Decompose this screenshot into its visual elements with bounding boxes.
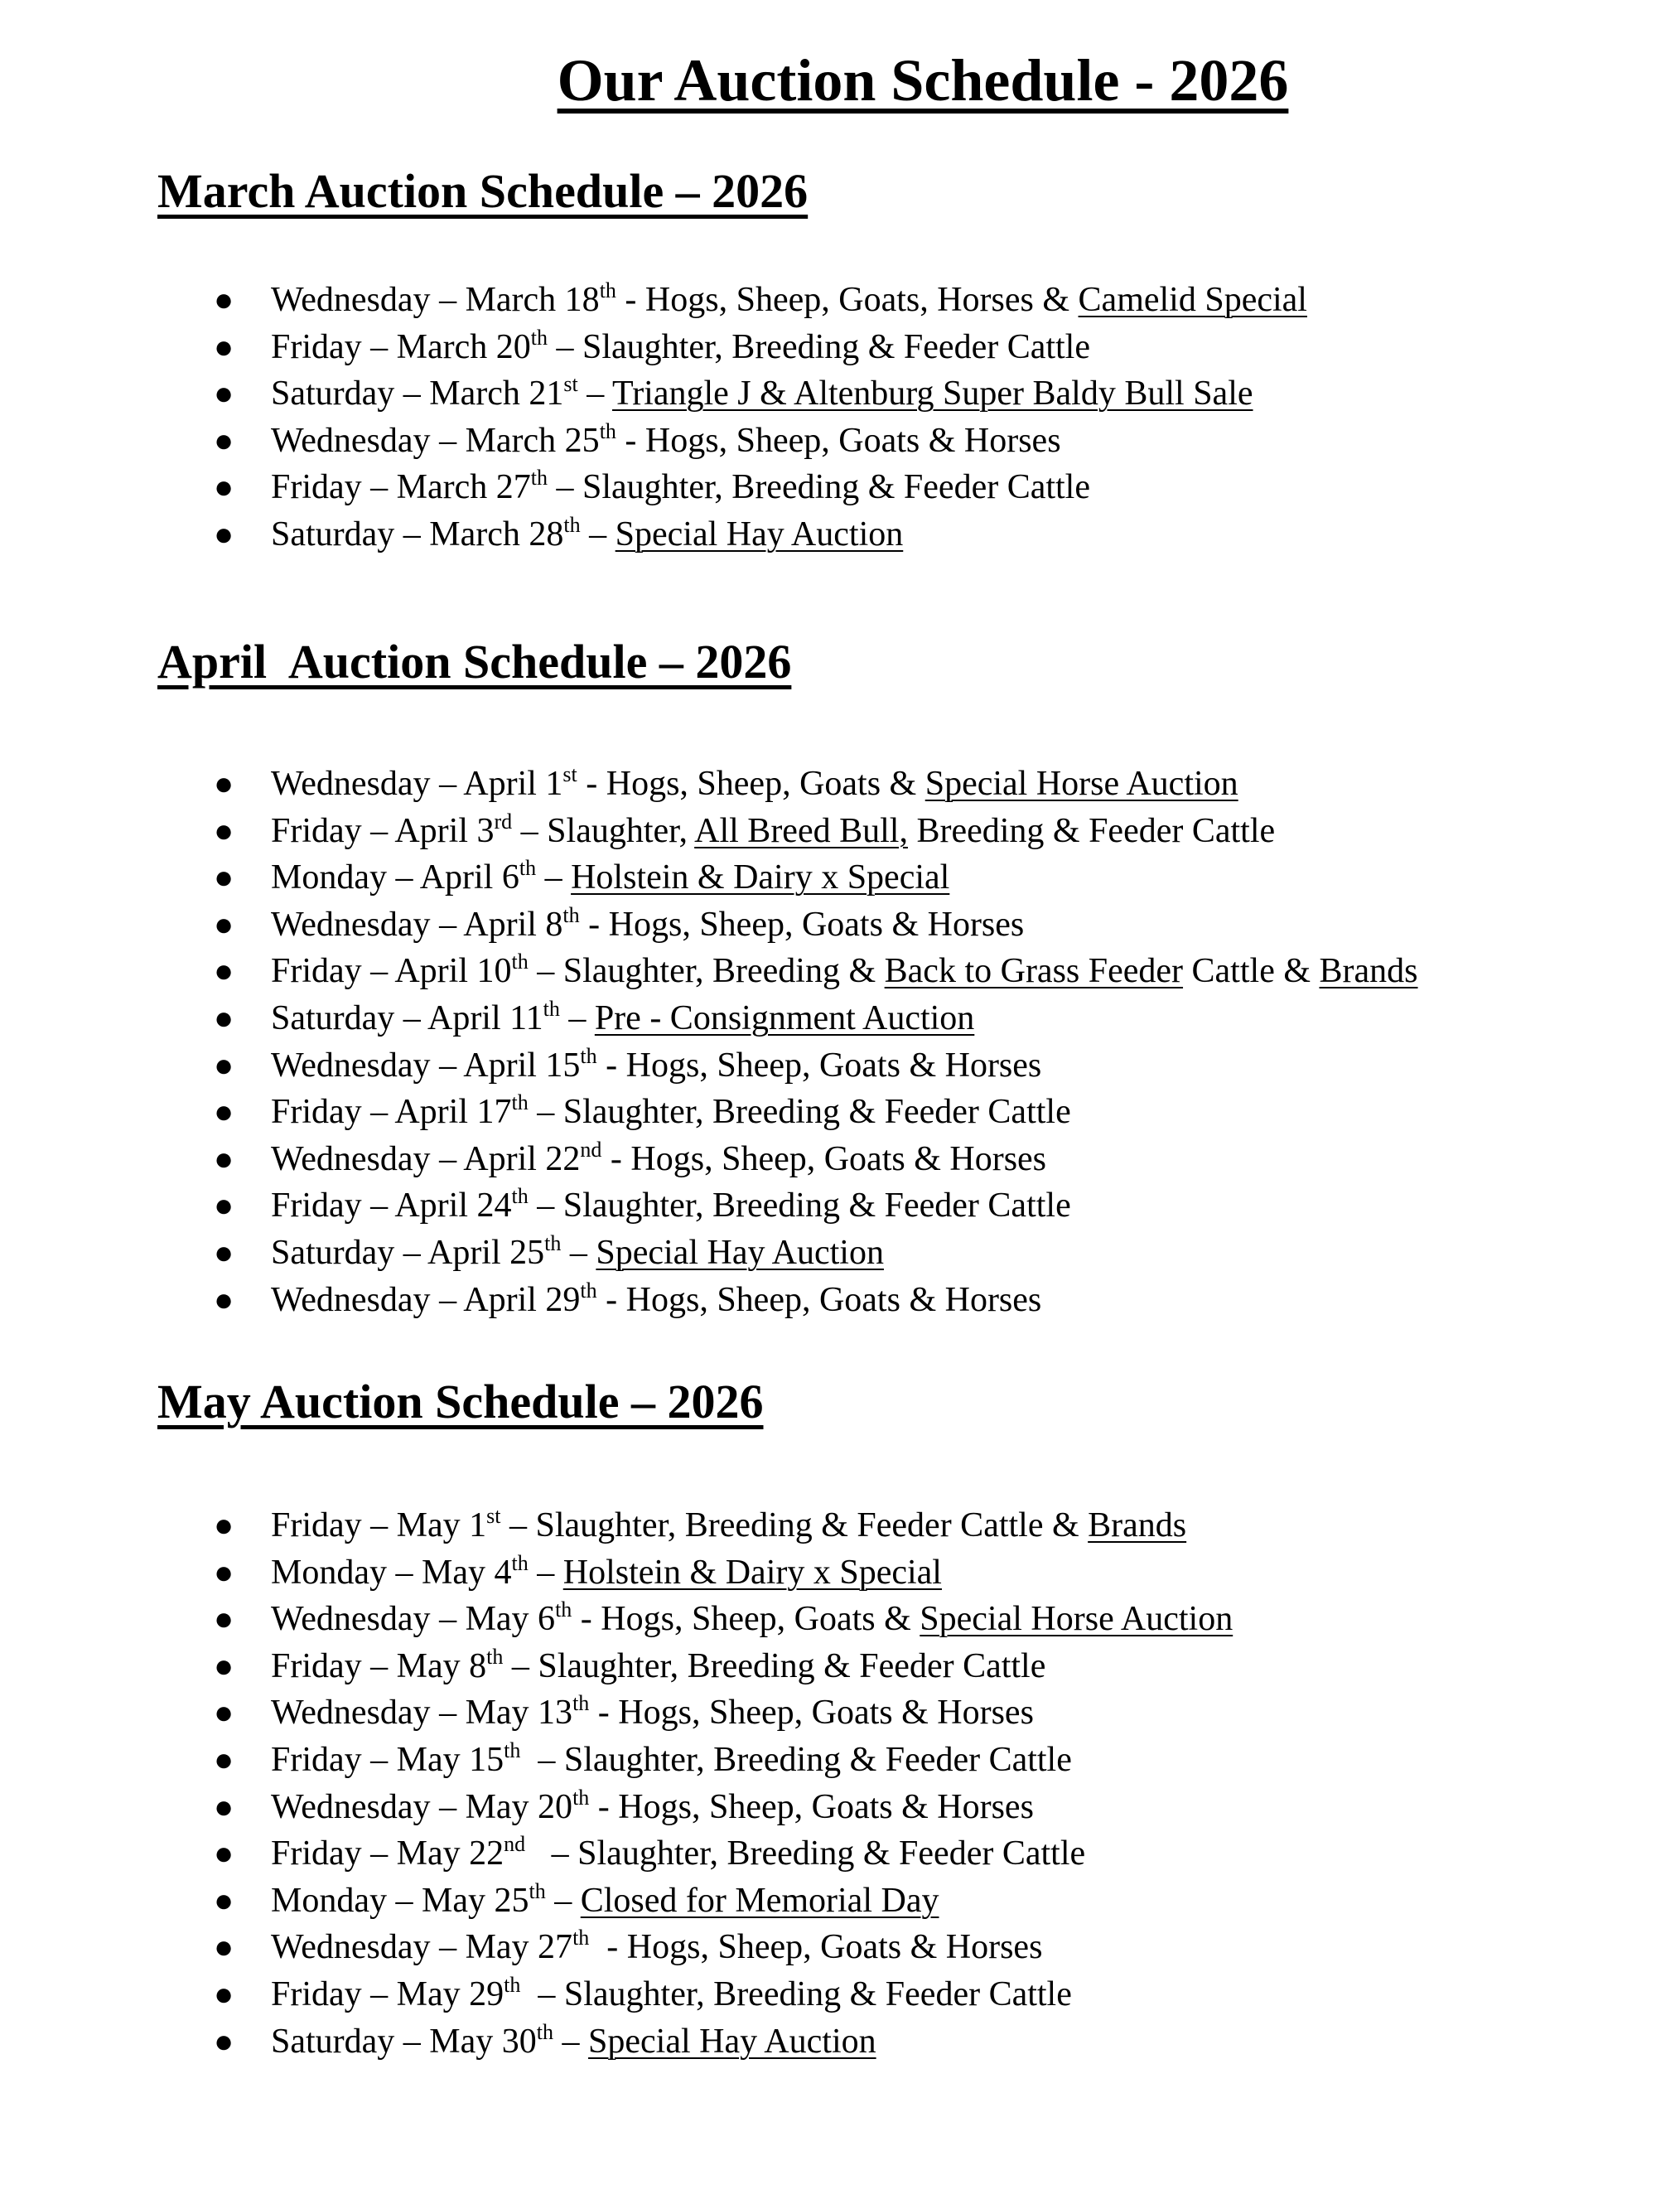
bullet-icon: ● [214, 1787, 234, 1825]
bullet-icon: ● [214, 1928, 234, 1966]
item-description: Hogs, Sheep, Goats & [606, 765, 925, 803]
item-date-suffix: st [486, 1504, 501, 1528]
bullet-icon: ● [214, 765, 234, 802]
item-day: Friday [271, 1506, 362, 1544]
item-day: Wednesday [271, 281, 431, 319]
item-separator: – [430, 421, 466, 460]
item-special-event: Back to Grass Feeder [884, 952, 1184, 991]
schedule-item [0, 1971, 1072, 2018]
item-date: March 18 [465, 281, 600, 319]
schedule-item-text [271, 1089, 1071, 1135]
schedule-item [0, 1830, 1086, 1878]
schedule-item-text [271, 1830, 1085, 1877]
item-date-suffix: th [599, 418, 616, 443]
item-date: April 6 [419, 858, 519, 897]
schedule-item-text [271, 418, 1061, 464]
item-description: Hogs, Sheep, Goats & Horses [630, 1139, 1047, 1178]
item-date: March 25 [465, 421, 600, 460]
item-separator: – [559, 998, 595, 1037]
bullet-icon: ● [214, 998, 234, 1037]
item-separator: - [616, 421, 645, 460]
schedule-item [0, 1182, 1071, 1230]
bullet-icon: ● [214, 327, 234, 365]
item-day: Friday [271, 1740, 362, 1779]
item-separator: – [528, 1093, 563, 1132]
item-day: Wednesday [271, 765, 431, 803]
item-date: May 22 [396, 1834, 504, 1873]
item-description: Slaughter, Breeding & [562, 952, 885, 991]
item-date: March 28 [429, 515, 564, 553]
schedule-item-text [271, 1549, 942, 1596]
item-separator: – [430, 1046, 464, 1085]
item-special-event: Brands [1088, 1506, 1187, 1544]
item-special-event: Triangle J & Altenburg Super Baldy Bull Sale [612, 375, 1253, 413]
bullet-icon: ● [214, 811, 234, 849]
schedule-item-text [271, 511, 903, 558]
item-description: Hogs, Sheep, Goats & Horses [626, 1928, 1043, 1967]
item-separator: – [577, 375, 613, 413]
item-day: Friday [271, 468, 362, 507]
bullet-icon: ● [214, 1974, 234, 2013]
item-date: April 1 [463, 765, 563, 803]
item-date: May 27 [465, 1928, 573, 1967]
item-date: April 15 [463, 1046, 581, 1085]
item-description-tail: Cattle & [1183, 952, 1320, 991]
section-heading-april: April Auction Schedule – 2026 [157, 635, 792, 689]
item-date-suffix: th [511, 950, 529, 974]
item-date: April 8 [463, 905, 563, 944]
item-date-suffix: th [511, 1550, 529, 1575]
item-date-suffix: th [536, 2019, 554, 2044]
item-special-event: Holstein & Dairy x Special [571, 858, 950, 897]
item-date-suffix: nd [580, 1137, 602, 1162]
item-description: Hogs, Sheep, Goats & Horses [608, 905, 1025, 944]
item-separator: – [361, 1646, 397, 1685]
schedule-item-text [271, 948, 1418, 994]
item-separator: – [430, 1600, 466, 1639]
item-date-suffix: nd [504, 1832, 526, 1857]
item-separator: – [361, 1506, 397, 1544]
schedule-item-text [271, 1971, 1072, 2018]
item-separator: – [430, 281, 466, 319]
bullet-icon: ● [214, 1740, 234, 1778]
schedule-item [0, 1596, 1233, 1643]
item-separator: – [394, 375, 430, 413]
item-date-suffix: th [530, 325, 548, 350]
schedule-item-text [271, 808, 1275, 854]
item-date: April 25 [427, 1233, 545, 1272]
item-special-event: Special Horse Auction [924, 765, 1238, 803]
schedule-item-text [271, 1182, 1071, 1229]
schedule-item [0, 761, 1238, 808]
item-day: Friday [271, 811, 362, 850]
item-date-suffix: th [511, 1090, 529, 1115]
schedule-item [0, 808, 1276, 855]
schedule-item [0, 370, 1253, 418]
item-date-suffix: th [562, 902, 580, 927]
bullet-icon: ● [214, 468, 234, 506]
item-description-tail: Breeding & Feeder Cattle [907, 811, 1276, 850]
bullet-icon: ● [214, 1280, 234, 1318]
item-description: Slaughter, Breeding & Feeder Cattle [538, 1646, 1046, 1685]
item-separator: – [361, 1740, 397, 1779]
item-separator: – [528, 1187, 563, 1225]
bullet-icon: ● [214, 1139, 234, 1177]
schedule-list-march [0, 277, 1307, 558]
bullet-icon: ● [214, 1093, 234, 1131]
item-day: Friday [271, 1974, 362, 2013]
item-separator: - [577, 765, 606, 803]
item-separator: – [361, 952, 395, 991]
item-separator: - [589, 1928, 627, 1967]
item-separator: – [361, 468, 397, 507]
schedule-item [0, 1042, 1042, 1090]
bullet-icon: ● [214, 1600, 234, 1638]
item-date-suffix: st [562, 762, 577, 786]
page-title-text: Our Auction Schedule - 2026 [557, 47, 1289, 114]
item-day: Friday [271, 1834, 362, 1873]
item-date-suffix: th [572, 1926, 590, 1950]
schedule-item [0, 948, 1418, 995]
item-separator: – [548, 468, 583, 507]
bullet-icon: ● [214, 281, 234, 318]
item-separator: – [361, 1093, 395, 1132]
item-date-suffix: th [543, 996, 560, 1021]
item-date-suffix: th [486, 1644, 504, 1669]
item-date: May 29 [396, 1974, 504, 2013]
schedule-item-text [271, 901, 1024, 948]
item-description: Hogs, Sheep, Goats & Horses [644, 421, 1061, 460]
item-date: March 21 [429, 375, 564, 413]
item-separator: – [520, 1974, 564, 2013]
item-separator: – [500, 1506, 536, 1544]
schedule-item-text [271, 2018, 876, 2065]
item-special-event: All Breed Bull, [694, 811, 908, 850]
item-description: Slaughter, Breeding & Feeder Cattle [582, 468, 1090, 507]
schedule-item [0, 1784, 1034, 1831]
item-separator: – [387, 858, 420, 897]
bullet-icon: ● [214, 1646, 234, 1684]
item-description: Slaughter, [547, 811, 695, 850]
schedule-item-text [271, 1277, 1041, 1323]
bullet-icon: ● [214, 1553, 234, 1591]
item-date-suffix: th [511, 1184, 529, 1209]
item-separator: - [616, 281, 645, 319]
item-separator: - [596, 1280, 626, 1319]
schedule-item [0, 1277, 1042, 1324]
item-date-suffix: th [530, 466, 548, 491]
item-date-suffix: th [580, 1043, 597, 1068]
schedule-item-text [271, 277, 1307, 323]
schedule-item [0, 1089, 1071, 1136]
item-day: Wednesday [271, 905, 431, 944]
item-day: Friday [271, 952, 362, 991]
item-separator: - [596, 1046, 626, 1085]
item-day: Wednesday [271, 1139, 431, 1178]
schedule-item [0, 854, 950, 901]
schedule-item-text [271, 324, 1090, 370]
item-day: Saturday [271, 2022, 395, 2061]
schedule-item-text [271, 995, 974, 1042]
item-date: March 27 [396, 468, 531, 507]
item-day: Monday [271, 1553, 387, 1592]
item-special-event: Closed for Memorial Day [580, 1881, 939, 1920]
item-separator: – [528, 1553, 563, 1592]
item-date-suffix: th [572, 1785, 590, 1810]
schedule-item-text [271, 1596, 1233, 1642]
bullet-icon: ● [214, 1233, 234, 1271]
item-day: Monday [271, 858, 387, 897]
item-date: May 15 [396, 1740, 504, 1779]
item-separator: – [394, 1233, 427, 1272]
schedule-item [0, 511, 904, 558]
bullet-icon: ● [214, 1187, 234, 1225]
item-separator: – [503, 1646, 538, 1685]
item-day: Saturday [271, 1233, 395, 1272]
item-special-event: Special Hay Auction [615, 515, 904, 553]
schedule-item [0, 277, 1307, 324]
item-description: Slaughter, Breeding & Feeder Cattle [562, 1187, 1071, 1225]
schedule-item-text [271, 761, 1238, 807]
section-heading-march: March Auction Schedule – 2026 [157, 164, 809, 218]
item-description: Hogs, Sheep, Goats & Horses [625, 1046, 1042, 1085]
item-separator: – [387, 1881, 422, 1920]
item-separator: – [430, 1928, 466, 1967]
item-separator: – [361, 1834, 397, 1873]
section-heading-may: May Auction Schedule – 2026 [157, 1375, 764, 1428]
item-description: Hogs, Sheep, Goats & Horses [618, 1787, 1034, 1826]
item-day: Wednesday [271, 1694, 431, 1733]
bullet-icon: ● [214, 1506, 234, 1544]
bullet-icon: ● [214, 2022, 234, 2060]
schedule-item [0, 1737, 1072, 1784]
item-day: Wednesday [271, 1046, 431, 1085]
schedule-item [0, 1136, 1047, 1183]
item-date: May 8 [396, 1646, 487, 1685]
item-separator: – [520, 1740, 564, 1779]
bullet-icon: ● [214, 515, 234, 553]
item-description: Slaughter, Breeding & Feeder Cattle [582, 327, 1090, 366]
item-date: April 17 [394, 1093, 512, 1132]
bullet-icon: ● [214, 421, 234, 459]
schedule-item-text [271, 1042, 1041, 1089]
item-separator: – [361, 811, 395, 850]
item-day: Saturday [271, 998, 395, 1037]
item-separator: – [430, 905, 464, 944]
item-day: Wednesday [271, 1600, 431, 1639]
schedule-item [0, 418, 1061, 465]
item-date: May 4 [422, 1553, 512, 1592]
item-date-suffix: th [529, 1878, 546, 1903]
item-day: Saturday [271, 375, 395, 413]
schedule-list-may [0, 1502, 1233, 2065]
item-separator: – [430, 1787, 466, 1826]
schedule-item-text [271, 1784, 1034, 1830]
item-special-event: Special Horse Auction [920, 1600, 1233, 1639]
bullet-icon: ● [214, 1046, 234, 1084]
item-description: Slaughter, Breeding & Feeder Cattle & [535, 1506, 1089, 1544]
schedule-item [0, 1643, 1046, 1690]
item-separator: – [361, 1974, 397, 2013]
item-separator: - [589, 1787, 619, 1826]
schedule-item-text [271, 1878, 939, 1924]
item-separator: – [548, 327, 583, 366]
item-description: Hogs, Sheep, Goats & Horses [618, 1694, 1034, 1733]
item-separator: – [430, 1694, 466, 1733]
schedule-item [0, 1924, 1043, 1971]
item-day: Friday [271, 1187, 362, 1225]
schedule-item [0, 1549, 942, 1597]
schedule-item [0, 901, 1025, 949]
item-day: Wednesday [271, 1928, 431, 1967]
item-date-suffix: th [519, 856, 537, 881]
item-date-suffix: th [544, 1230, 562, 1255]
item-description: Hogs, Sheep, Goats & [601, 1600, 920, 1639]
item-separator: – [394, 515, 430, 553]
item-special-event: Special Hay Auction [588, 2022, 876, 2061]
item-description: Slaughter, Breeding & Feeder Cattle [562, 1093, 1071, 1132]
schedule-item-text [271, 1689, 1034, 1736]
item-separator: – [394, 2022, 430, 2061]
item-special-event: Camelid Special [1078, 281, 1307, 319]
schedule-item-text [271, 1643, 1045, 1689]
item-separator: – [430, 1139, 464, 1178]
schedule-item [0, 324, 1090, 371]
item-date-suffix: th [599, 278, 616, 302]
schedule-item-text [271, 1136, 1046, 1182]
schedule-item-text [271, 854, 949, 901]
item-separator: – [430, 1280, 464, 1319]
item-special-event: Holstein & Dairy x Special [562, 1553, 942, 1592]
item-date: April 29 [463, 1280, 581, 1319]
schedule-item-text [271, 1502, 1186, 1549]
item-special-event-tail: Brands [1319, 952, 1418, 991]
item-day: Wednesday [271, 421, 431, 460]
item-separator: - [589, 1694, 619, 1733]
item-separator: - [572, 1600, 601, 1639]
item-separator: – [561, 1233, 596, 1272]
item-date-suffix: st [563, 372, 578, 397]
bullet-icon: ● [214, 952, 234, 990]
bullet-icon: ● [214, 905, 234, 943]
item-day: Friday [271, 1646, 362, 1685]
item-separator: – [430, 765, 464, 803]
item-date-suffix: th [563, 512, 581, 537]
item-date-suffix: th [555, 1597, 572, 1622]
item-date: May 1 [396, 1506, 487, 1544]
bullet-icon: ● [214, 1834, 234, 1873]
item-separator: – [387, 1553, 422, 1592]
item-special-event: Special Hay Auction [596, 1233, 884, 1272]
bullet-icon: ● [214, 858, 234, 897]
item-date-suffix: rd [494, 809, 513, 834]
item-separator: - [601, 1139, 631, 1178]
item-day: Saturday [271, 515, 395, 553]
schedule-item [0, 1230, 884, 1277]
item-day: Friday [271, 1093, 362, 1132]
item-day: Friday [271, 327, 362, 366]
item-date: May 25 [422, 1881, 529, 1920]
item-date: May 20 [465, 1787, 573, 1826]
item-date-suffix: th [504, 1972, 521, 1997]
item-separator: – [536, 858, 572, 897]
item-separator: – [361, 327, 397, 366]
schedule-item-text [271, 1230, 884, 1276]
item-separator: – [580, 515, 616, 553]
page-title [0, 43, 1680, 118]
item-separator: – [528, 952, 563, 991]
item-separator: – [553, 2022, 589, 2061]
item-date: April 11 [427, 998, 543, 1037]
item-separator: – [525, 1834, 578, 1873]
item-date: April 3 [394, 811, 495, 850]
bullet-icon: ● [214, 375, 234, 413]
item-description: Slaughter, Breeding & Feeder Cattle [577, 1834, 1086, 1873]
item-date: April 22 [463, 1139, 581, 1178]
schedule-item-text [271, 370, 1253, 417]
bullet-icon: ● [214, 1694, 234, 1732]
item-date: March 20 [396, 327, 531, 366]
schedule-item [0, 464, 1090, 511]
item-day: Wednesday [271, 1280, 431, 1319]
schedule-list-april [0, 761, 1418, 1323]
item-date: May 30 [429, 2022, 537, 2061]
item-separator: - [579, 905, 609, 944]
schedule-item-text [271, 1924, 1042, 1970]
item-special-event: Pre - Consignment Auction [594, 998, 975, 1037]
item-day: Wednesday [271, 1787, 431, 1826]
schedule-item-text [271, 1737, 1072, 1783]
item-date: April 24 [394, 1187, 512, 1225]
item-date-suffix: th [572, 1691, 590, 1716]
schedule-item [0, 2018, 876, 2066]
item-date: April 10 [394, 952, 512, 991]
schedule-item-text [271, 464, 1090, 510]
item-description: Hogs, Sheep, Goats, Horses & [644, 281, 1079, 319]
bullet-icon: ● [214, 1881, 234, 1919]
item-separator: – [361, 1187, 395, 1225]
item-date: May 6 [465, 1600, 556, 1639]
item-date-suffix: th [580, 1278, 597, 1303]
item-description: Slaughter, Breeding & Feeder Cattle [563, 1740, 1072, 1779]
item-separator: – [545, 1881, 581, 1920]
schedule-item [0, 1878, 939, 1925]
item-description: Hogs, Sheep, Goats & Horses [625, 1280, 1042, 1319]
item-separator: – [512, 811, 548, 850]
item-date: May 13 [465, 1694, 573, 1733]
item-separator: – [394, 998, 427, 1037]
schedule-item [0, 1502, 1187, 1549]
item-description: Slaughter, Breeding & Feeder Cattle [563, 1974, 1072, 2013]
schedule-item [0, 1689, 1034, 1737]
item-date-suffix: th [504, 1738, 521, 1762]
item-day: Monday [271, 1881, 387, 1920]
schedule-item [0, 995, 975, 1042]
